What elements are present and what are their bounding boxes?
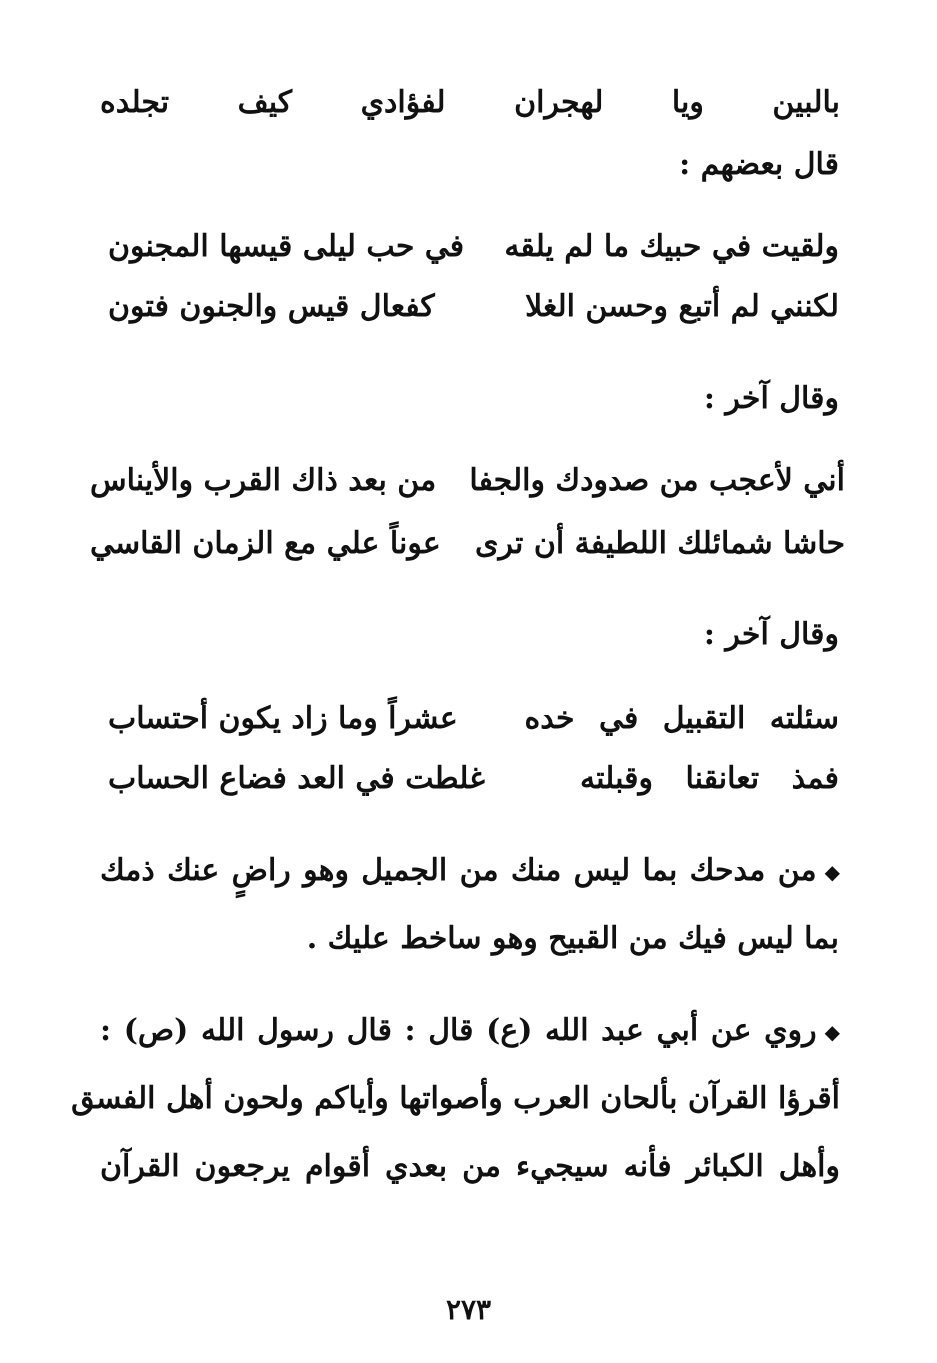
poem-a-line2-left: كفعال قيس والجنون فتون	[108, 289, 435, 324]
poem-b-line2-left: عوناً علي مع الزمان القاسي	[90, 526, 441, 561]
poem-a-line1-right: ولقيت في حبيك ما لم يلقه	[504, 229, 839, 264]
poem-b-line2-right: حاشا شمائلك اللطيفة أن ترى	[474, 526, 845, 561]
saying2-line2: أقرؤا القرآن بألحان العرب وأصواتها وأياكم ولحون أهل الفسق	[71, 1081, 840, 1116]
saying2-line3: وأهل الكبائر فأنه سيجيء من بعدي أقوام يرجعون القرآن	[100, 1149, 840, 1184]
saying2-line1-text: روي عن أبي عبد الله (ع) قال : قال رسول الله (ص) :	[100, 1013, 817, 1048]
page-number: ٢٧٣	[445, 1293, 492, 1326]
saying1-line1	[100, 853, 840, 888]
saying1-line2: بما ليس فيك من القبيح وهو ساخط عليك .	[306, 921, 839, 956]
poem-c-line2-left: غلطت في العد فضاع الحساب	[108, 761, 485, 796]
intro-label-b: وقال آخر :	[703, 381, 839, 416]
diamond-icon: ◆	[824, 860, 840, 884]
poem-a-line1-left: في حب ليلى قيسها المجنون	[108, 229, 465, 264]
poem-b-line1-right: أني لأعجب من صدودك والجفا	[469, 463, 845, 498]
intro-label-a: قال بعضهم :	[679, 147, 839, 182]
poem-b-line1-left: من بعد ذاك القرب والأيناس	[90, 463, 437, 498]
poem-c-line2-right: فمذ تعانقنا وقبلته	[580, 761, 839, 796]
saying2-line1	[100, 1013, 840, 1048]
poem-a-line2-right: لكنني لم أتبع وحسن الغلا	[525, 289, 839, 324]
intro-label-c: وقال آخر :	[703, 617, 839, 652]
poem-c-line1-left: عشراً وما زاد يكون أحتساب	[108, 701, 458, 736]
poem-c-line1-right: سئلته التقبيل في خده	[524, 701, 839, 736]
verse-line-top: بالبين ويا لهجران لفؤادي كيف تجلده	[100, 85, 840, 120]
diamond-icon: ◆	[824, 1020, 840, 1044]
saying1-line1-text: من مدحك بما ليس منك من الجميل وهو راضٍ عنك ذمك	[100, 853, 817, 888]
